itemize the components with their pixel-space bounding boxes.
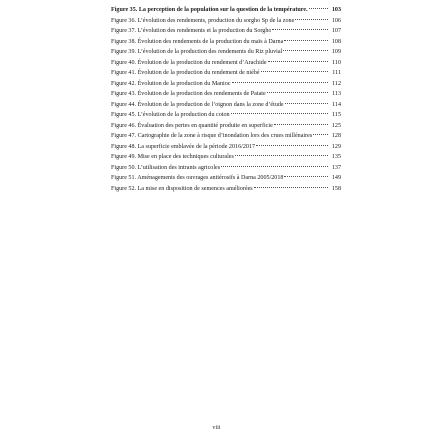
list-of-figures [111, 5, 341, 194]
toc-entry[interactable] [111, 184, 341, 195]
toc-entry-title: Figure 43. Évolution de la production des rendements de Patate [111, 91, 266, 97]
toc-entry[interactable] [111, 142, 341, 153]
toc-entry[interactable] [111, 89, 341, 100]
toc-entry[interactable] [111, 16, 341, 27]
toc-entry-page: 115 [332, 112, 341, 118]
dot-leader [268, 61, 328, 62]
toc-entry-page: 112 [332, 80, 341, 87]
toc-entry-page: 149 [331, 175, 341, 181]
toc-entry-page: 114 [332, 101, 341, 108]
page-number: viii [212, 424, 221, 431]
dot-leader [309, 8, 328, 9]
toc-entry-title: Figure 44. Évolution de la production de l’oignon dans la zone d’étude [111, 101, 284, 108]
dot-leader [284, 40, 328, 41]
toc-entry[interactable] [111, 26, 341, 37]
dot-leader [284, 176, 328, 177]
toc-entry-page: 158 [331, 185, 341, 192]
toc-entry-title: Figure 47. Cartographie de la zone à risque d’inondation lors des crues millénaires [111, 133, 313, 139]
dot-leader [283, 50, 328, 51]
dot-leader [267, 92, 328, 93]
toc-entry-title: Figure 52. La mise en disposition de semences améliorées [111, 185, 253, 192]
toc-entry-title: Figure 50. L’utilisation des intrants agricoles [111, 164, 221, 171]
toc-entry[interactable] [111, 163, 341, 174]
toc-entry-title: Figure 41. Évolution de la production du rendement de niébé [111, 70, 260, 76]
toc-entry[interactable] [111, 121, 341, 132]
toc-entry-page: 110 [332, 59, 341, 66]
toc-entry-title: Figure 38. Évolution des rendements de la production du maïs à Darna [111, 38, 284, 45]
toc-entry[interactable] [111, 68, 341, 79]
dot-leader [254, 187, 328, 188]
dot-leader [221, 166, 328, 167]
dot-leader [261, 71, 328, 72]
toc-entry[interactable] [111, 5, 341, 16]
toc-entry-title: Figure 49. Mise en place des techniques culturales [111, 154, 234, 160]
toc-entry-page: 108 [331, 38, 341, 45]
toc-entry-title: Figure 35. La perception de la population sur la question de la température. [111, 7, 308, 13]
toc-entry[interactable] [111, 47, 341, 58]
toc-entry-page: 113 [332, 91, 341, 97]
toc-entry-page: 109 [331, 49, 341, 55]
toc-entry-page: 125 [331, 122, 341, 129]
dot-leader [231, 113, 328, 114]
toc-entry[interactable] [111, 58, 341, 69]
dot-leader [235, 155, 328, 156]
dot-leader [256, 145, 328, 146]
toc-entry-page: 137 [331, 164, 341, 171]
toc-entry-title: Figure 40. Évolution de la production du rendement d’Arachide [111, 59, 267, 66]
toc-entry-page: 107 [331, 28, 341, 34]
toc-entry[interactable] [111, 37, 341, 48]
toc-entry-page: 103 [331, 7, 341, 13]
toc-entry-page: 106 [331, 17, 341, 24]
toc-entry-title: Figure 45. L’évolution de la production du coton [111, 112, 230, 118]
toc-entry-title: Figure 42. Évolution de la production du Manioc [111, 80, 231, 87]
toc-entry[interactable] [111, 131, 341, 142]
toc-entry-title: Figure 36. L’évolution des rendements, production du sorgho Sp de la zone [111, 17, 295, 24]
toc-entry-page: 128 [331, 133, 341, 139]
toc-entry-page: 111 [332, 70, 341, 76]
toc-entry[interactable] [111, 110, 341, 121]
dot-leader [274, 124, 328, 125]
toc-entry-title: Figure 37. L’évolution des rendements et la production du Sorgho [111, 28, 272, 34]
dot-leader [232, 82, 329, 83]
toc-entry[interactable] [111, 100, 341, 111]
toc-entry[interactable] [111, 152, 341, 163]
toc-entry-title: Figure 46. Évaluation des pertes en quantité produite en superficie [111, 122, 273, 129]
toc-entry-page: 135 [331, 154, 341, 160]
toc-entry-page: 129 [331, 143, 341, 150]
dot-leader [285, 103, 328, 104]
dot-leader [272, 29, 328, 30]
toc-entry[interactable] [111, 173, 341, 184]
toc-entry-title: Figure 39. L’évolution de la production des rendements du Riz pluvial [111, 49, 283, 55]
dot-leader [313, 134, 328, 135]
toc-entry[interactable] [111, 79, 341, 90]
toc-entry-title: Figure 48. La superficie emblavée de la période 2016/2017 [111, 143, 256, 150]
toc-entry-title: Figure 51. Aménagements des ouvrages antiérosifs à Darna 2005/2018 [111, 175, 284, 181]
dot-leader [295, 19, 328, 20]
